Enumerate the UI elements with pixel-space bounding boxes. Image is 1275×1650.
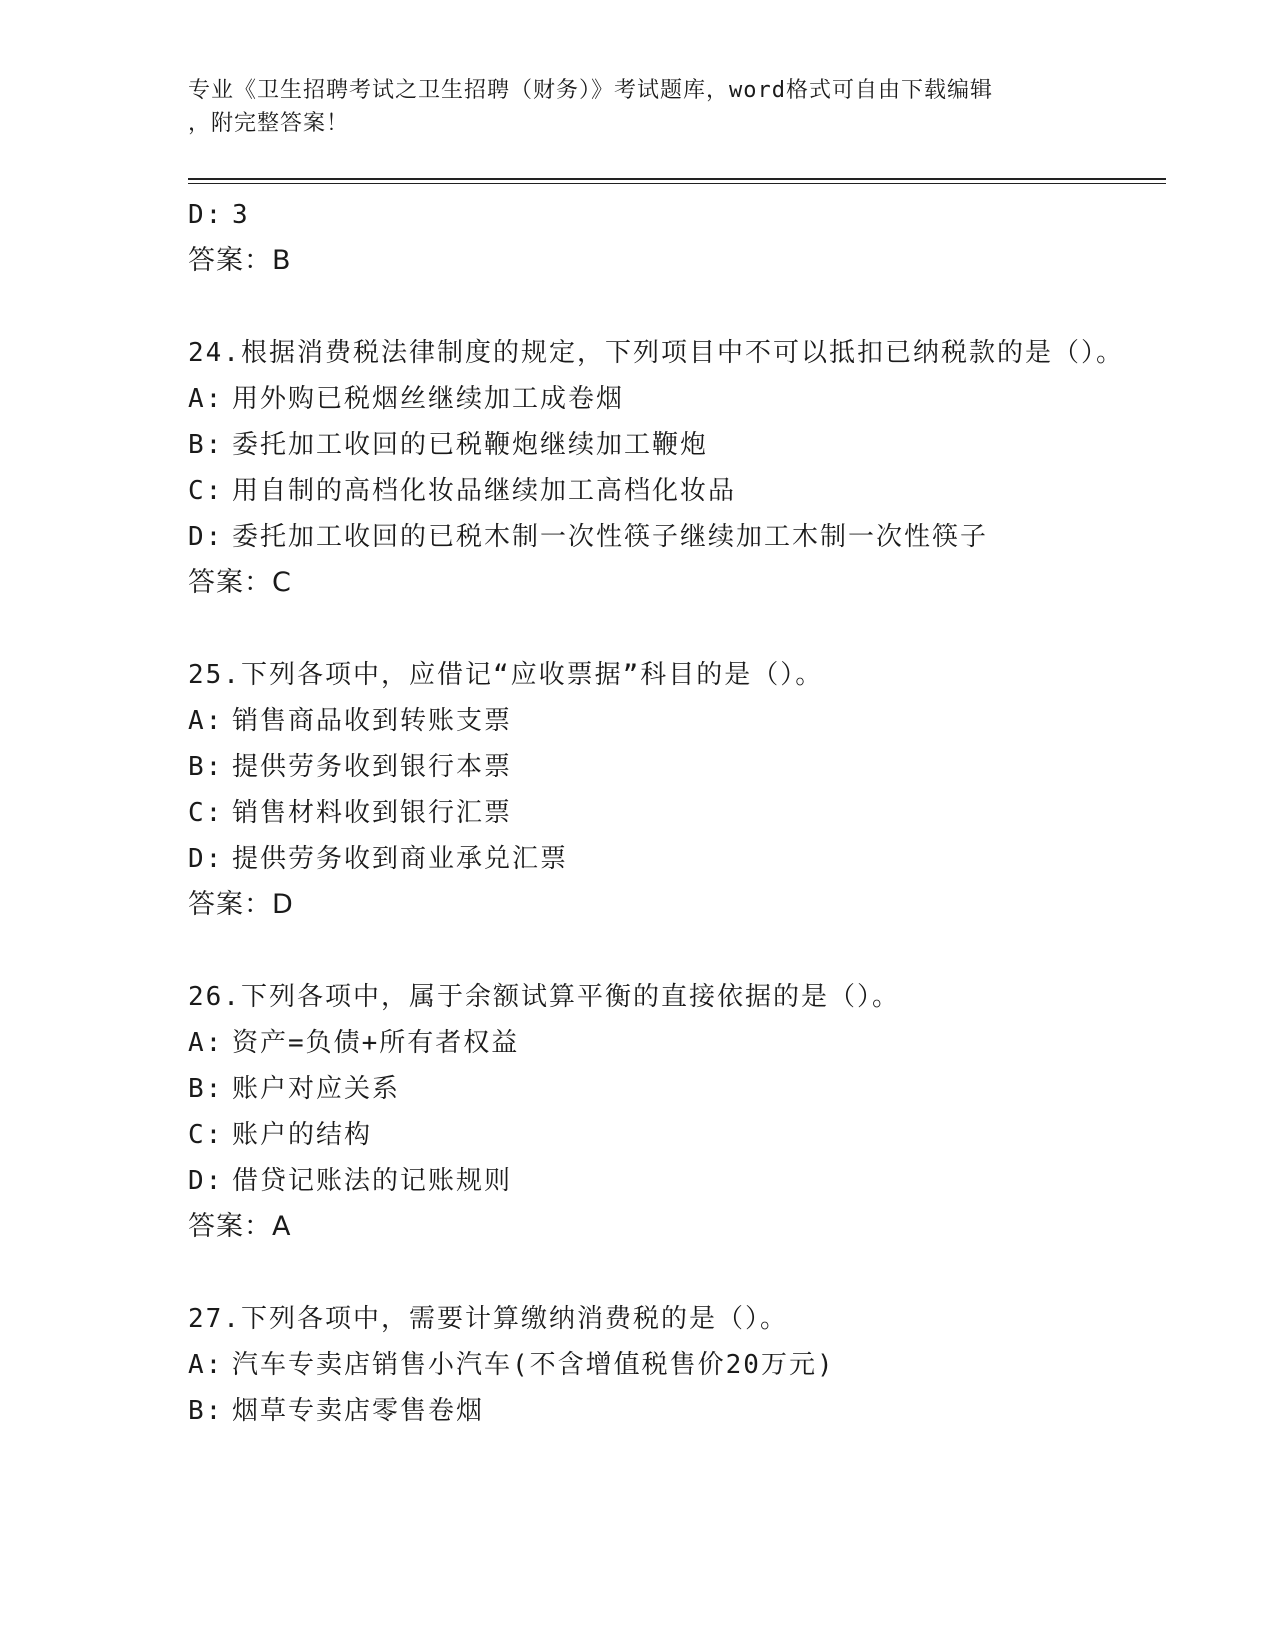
header-divider-thick bbox=[188, 178, 1166, 180]
question-24 bbox=[188, 330, 1148, 606]
question-text: 下列各项中，属于余额试算平衡的直接依据的是（）。 bbox=[240, 982, 900, 1012]
question-number: 26. bbox=[188, 982, 241, 1012]
option-label: D: bbox=[188, 844, 224, 874]
option-label: B: bbox=[188, 430, 224, 460]
option-label: A: bbox=[188, 1028, 224, 1058]
question-26 bbox=[188, 974, 1148, 1250]
option-a bbox=[188, 1342, 1148, 1388]
option-label: B: bbox=[188, 1396, 224, 1426]
question-stem bbox=[188, 1296, 1148, 1342]
option-text: 烟草专卖店零售卷烟 bbox=[232, 1396, 485, 1426]
option-text: 委托加工收回的已税木制一次性筷子继续加工木制一次性筷子 bbox=[232, 522, 989, 552]
question-number: 24. bbox=[188, 338, 241, 368]
option-a bbox=[188, 698, 1148, 744]
question-stem bbox=[188, 652, 1148, 698]
option-c bbox=[188, 790, 1148, 836]
option-label: C: bbox=[188, 476, 224, 506]
option-b bbox=[188, 744, 1148, 790]
option-text: 3 bbox=[232, 200, 250, 230]
document-header bbox=[188, 74, 1088, 140]
question-text: 根据消费税法律制度的规定，下列项目中不可以抵扣已纳税款的是（）。 bbox=[240, 338, 1124, 368]
question-number: 27. bbox=[188, 1304, 241, 1334]
option-text: 委托加工收回的已税鞭炮继续加工鞭炮 bbox=[232, 430, 709, 460]
option-label: A: bbox=[188, 1350, 224, 1380]
option-text: 账户对应关系 bbox=[232, 1074, 401, 1104]
option-text: 汽车专卖店销售小汽车(不含增值税售价20万元) bbox=[232, 1350, 835, 1380]
option-text: 借贷记账法的记账规则 bbox=[232, 1166, 513, 1196]
question-number: 25. bbox=[188, 660, 241, 690]
option-a bbox=[188, 1020, 1148, 1066]
question-23-tail bbox=[188, 192, 1148, 284]
answer-line: 答案：B bbox=[188, 245, 292, 276]
option-d bbox=[188, 192, 1148, 238]
option-label: D: bbox=[188, 1166, 224, 1196]
option-d bbox=[188, 1158, 1148, 1204]
option-text: 资产=负债+所有者权益 bbox=[232, 1028, 520, 1058]
question-text: 下列各项中，需要计算缴纳消费税的是（）。 bbox=[240, 1304, 788, 1334]
option-text: 销售商品收到转账支票 bbox=[232, 706, 513, 736]
header-line-1: 专业《卫生招聘考试之卫生招聘（财务）》考试题库，word格式可自由下载编辑 bbox=[188, 78, 993, 103]
option-c bbox=[188, 468, 1148, 514]
option-d bbox=[188, 836, 1148, 882]
question-stem bbox=[188, 974, 1148, 1020]
answer-line: 答案：D bbox=[188, 889, 294, 920]
option-text: 提供劳务收到商业承兑汇票 bbox=[232, 844, 569, 874]
option-text: 销售材料收到银行汇票 bbox=[232, 798, 513, 828]
option-label: A: bbox=[188, 706, 224, 736]
option-text: 用外购已税烟丝继续加工成卷烟 bbox=[232, 384, 625, 414]
option-label: A: bbox=[188, 384, 224, 414]
answer-line: 答案：C bbox=[188, 567, 292, 598]
option-label: C: bbox=[188, 798, 224, 828]
option-label: B: bbox=[188, 1074, 224, 1104]
header-divider-thin bbox=[188, 183, 1166, 184]
question-list bbox=[188, 192, 1148, 1434]
option-d bbox=[188, 514, 1148, 560]
header-line-2: ，附完整答案！ bbox=[188, 111, 350, 136]
option-label: C: bbox=[188, 1120, 224, 1150]
option-text: 提供劳务收到银行本票 bbox=[232, 752, 513, 782]
option-a bbox=[188, 376, 1148, 422]
option-b bbox=[188, 422, 1148, 468]
option-label: B: bbox=[188, 752, 224, 782]
question-25 bbox=[188, 652, 1148, 928]
question-27 bbox=[188, 1296, 1148, 1434]
option-b bbox=[188, 1066, 1148, 1112]
option-label: D: bbox=[188, 522, 224, 552]
option-label: D: bbox=[188, 200, 224, 230]
option-text: 账户的结构 bbox=[232, 1120, 373, 1150]
question-stem bbox=[188, 330, 1148, 376]
answer-line: 答案：A bbox=[188, 1211, 292, 1242]
option-text: 用自制的高档化妆品继续加工高档化妆品 bbox=[232, 476, 737, 506]
option-c bbox=[188, 1112, 1148, 1158]
question-text: 下列各项中，应借记“应收票据”科目的是（）。 bbox=[240, 660, 824, 690]
option-b bbox=[188, 1388, 1148, 1434]
